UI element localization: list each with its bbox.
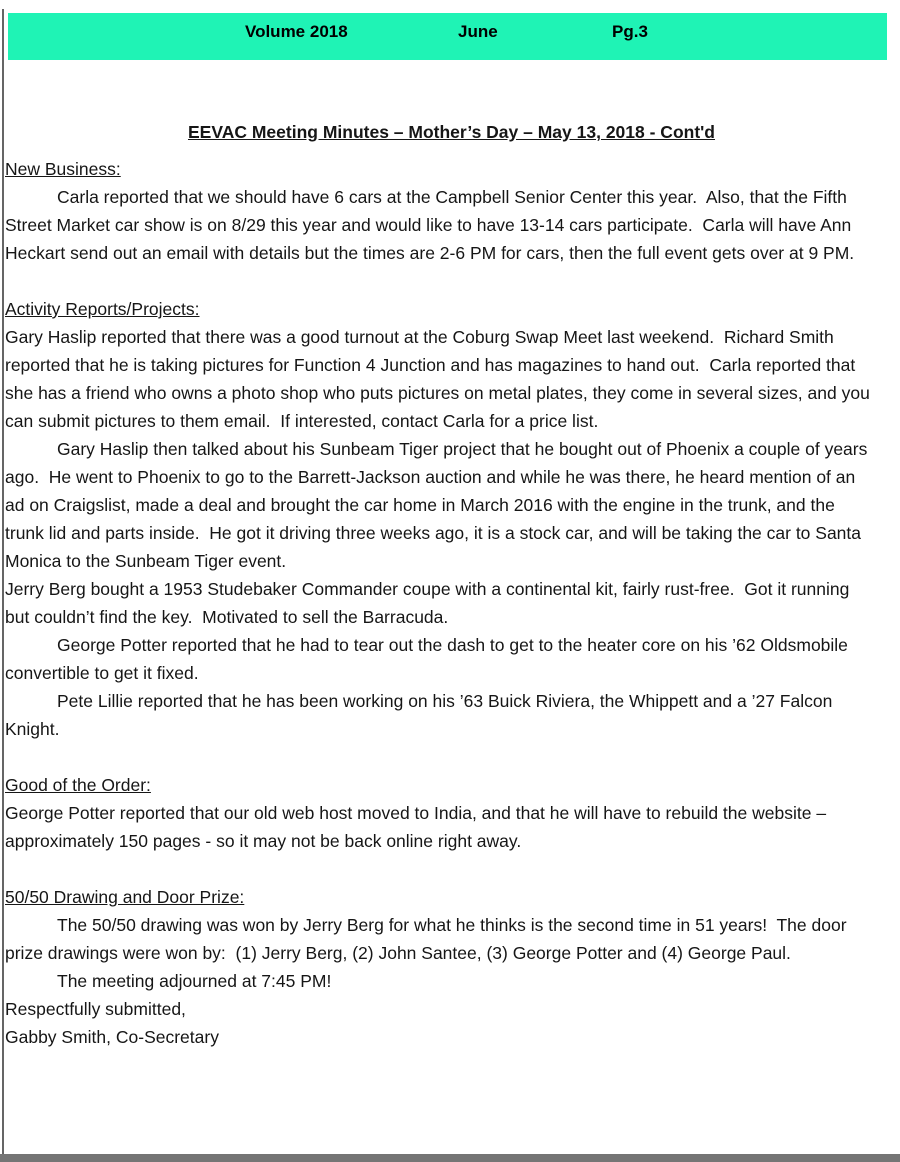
text-line: Street Market car show is on 8/29 this year and would like to have 13-14 cars participate. Carla will have Ann	[5, 215, 852, 235]
volume-label: Volume 2018	[245, 22, 348, 41]
text-line: convertible to get it fixed.	[5, 663, 199, 683]
text-line: George Potter reported that he had to tear out the dash to get to the heater core on his ’62 Oldsmobile	[57, 635, 848, 655]
text-line: Gabby Smith, Co-Secretary	[5, 1027, 219, 1047]
document-title: EEVAC Meeting Minutes – Mother’s Day – May 13, 2018 - Cont'd	[187, 122, 716, 142]
text-line: Respectfully submitted,	[5, 999, 186, 1019]
text-line: The meeting adjourned at 7:45 PM!	[57, 971, 332, 991]
section-heading: 50/50 Drawing and Door Prize:	[5, 887, 245, 907]
text-line: can submit pictures to them email. If interested, contact Carla for a price list.	[5, 411, 599, 431]
section-heading: Good of the Order:	[5, 775, 151, 795]
text-line	[5, 855, 898, 883]
month-label: June	[458, 22, 498, 41]
text-line: she has a friend who owns a photo shop who puts pictures on metal plates, they come in several sizes, and you	[5, 383, 870, 403]
text-line: Gary Haslip reported that there was a good turnout at the Coburg Swap Meet last weekend. Richard Smith	[5, 327, 834, 347]
text-line: The 50/50 drawing was won by Jerry Berg for what he thinks is the second time in 51 years! The door	[57, 915, 847, 935]
text-line: Carla reported that we should have 6 cars at the Campbell Senior Center this year. Also, that the Fifth	[57, 187, 847, 207]
text-line: prize drawings were won by: (1) Jerry Berg, (2) John Santee, (3) George Potter and (4) George Paul.	[5, 943, 791, 963]
text-line: approximately 150 pages - so it may not be back online right away.	[5, 831, 522, 851]
text-line: Gary Haslip then talked about his Sunbeam Tiger project that he bought out of Phoenix a couple of years	[57, 439, 868, 459]
page-number-label: Pg.3	[612, 22, 648, 41]
masthead-bar	[8, 13, 887, 60]
text-line: trunk lid and parts inside. He got it driving three weeks ago, it is a stock car, and will be taking the car to Santa	[5, 523, 862, 543]
text-line: Pete Lillie reported that he has been working on his ’63 Buick Riviera, the Whippett and a ’27 Falcon	[57, 691, 833, 711]
document-content	[5, 118, 898, 1051]
section-heading: New Business:	[5, 159, 121, 179]
text-line: ad on Craigslist, made a deal and brought the car home in March 2016 with the engine in the trunk, and the	[5, 495, 835, 515]
text-line: George Potter reported that our old web host moved to India, and that he will have to rebuild the website –	[5, 803, 827, 823]
left-scan-line	[2, 9, 4, 1154]
text-line: ago. He went to Phoenix to go to the Barrett-Jackson auction and while he was there, he heard mention of an	[5, 467, 856, 487]
footer-bar	[0, 1154, 900, 1162]
document-body	[5, 155, 898, 1051]
text-line: but couldn’t find the key. Motivated to sell the Barracuda.	[5, 607, 449, 627]
text-line	[5, 267, 898, 295]
text-line: Monica to the Sunbeam Tiger event.	[5, 551, 287, 571]
text-line	[5, 743, 898, 771]
text-line: Knight.	[5, 719, 60, 739]
text-line: Heckart send out an email with details but the times are 2-6 PM for cars, then the full event gets over at 9 PM.	[5, 243, 855, 263]
section-heading: Activity Reports/Projects:	[5, 299, 200, 319]
text-line: reported that he is taking pictures for Function 4 Junction and has magazines to hand out. Carla reported that	[5, 355, 856, 375]
text-line: Jerry Berg bought a 1953 Studebaker Commander coupe with a continental kit, fairly rust-free. Got it running	[5, 579, 850, 599]
